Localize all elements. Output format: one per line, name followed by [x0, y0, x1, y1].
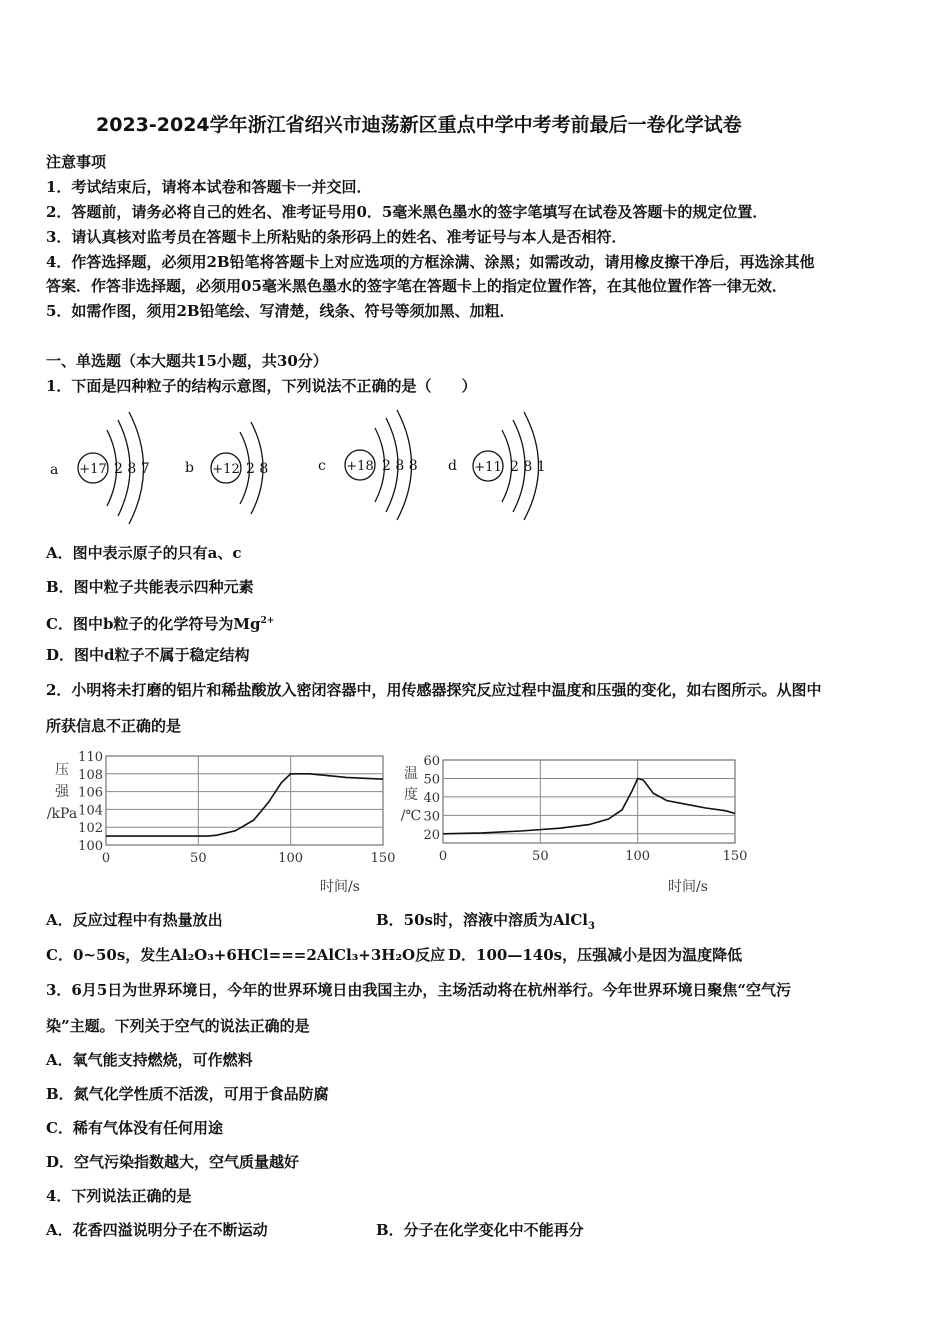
notice-item: 2．答题前，请务必将自己的姓名、准考证号用0．5毫米黑色墨水的签字笔填写在试卷及答题卡的规定位置．	[46, 203, 768, 221]
x-tick-label: 50	[190, 851, 207, 866]
q1-option-b: B．图中粒子共能表示四种元素	[46, 578, 254, 596]
y-tick-label: 20	[423, 827, 440, 843]
q4-option-b: B．分子在化学变化中不能再分	[376, 1221, 584, 1239]
subscript: 3	[587, 921, 595, 932]
q3-option-b: B．氮气化学性质不活泼，可用于食品防腐	[46, 1085, 329, 1103]
particle-label: b	[185, 460, 194, 476]
electron-shells: 2 8 7	[114, 461, 150, 477]
q2-option-a: A．反应过程中有热量放出	[46, 911, 223, 929]
y-tick-label: 108	[78, 767, 103, 783]
plot-frame	[106, 756, 383, 845]
q1-stem: 1．下面是四种粒子的结构示意图，下列说法不正确的是（ ）	[46, 377, 477, 395]
notice-item: 3．请认真核对监考员在答题卡上所粘贴的条形码上的姓名、准考证号与本人是否相符．	[46, 228, 627, 246]
nucleus-charge: +17	[79, 462, 107, 477]
q2-option-b	[376, 910, 595, 937]
q1-option-c-text: C．图中b粒子的化学符号为Mg	[46, 615, 261, 633]
q2-option-c: C．0~50s，发生Al₂O₃+6HCl===2AlCl₃+3H₂O反应	[46, 946, 446, 964]
q3-option-d: D．空气污染指数越大，空气质量越好	[46, 1153, 300, 1171]
q4-option-a: A．花香四溢说明分子在不断运动	[46, 1221, 268, 1239]
y-axis-label: 压	[55, 762, 69, 778]
y-tick-label: 40	[423, 790, 440, 806]
q2-option-b-text: B．50s时，溶液中溶质为AlCl	[376, 911, 588, 929]
charge-superscript: 2+	[260, 616, 275, 626]
particle-label: a	[50, 462, 59, 478]
page-title: 2023-2024学年浙江省绍兴市迪荡新区重点中学中考考前最后一卷化学试卷	[96, 114, 742, 136]
q1-option-a: A．图中表示原子的只有a、c	[46, 544, 242, 562]
y-axis-label: 强	[55, 784, 69, 800]
q3-stem-line1: 3．6月5日为世界环境日，今年的世界环境日由我国主办，主场活动将在杭州举行。今年世界环境日聚焦“空气污	[46, 981, 791, 999]
temperature-chart	[398, 750, 748, 900]
y-tick-label: 50	[423, 772, 440, 788]
notice-item: 5．如需作图，须用2B铅笔绘、写清楚，线条、符号等须加黑、加粗．	[46, 302, 515, 320]
q3-option-a: A．氧气能支持燃烧，可作燃料	[46, 1051, 253, 1069]
x-tick-label: 150	[722, 849, 748, 864]
nucleus-charge: +18	[346, 459, 374, 474]
y-axis-label: /℃	[400, 808, 422, 824]
plot-frame	[443, 760, 735, 843]
y-axis-label: /kPa	[46, 806, 78, 822]
electron-shells: 2 8	[246, 461, 269, 477]
y-tick-label: 30	[423, 809, 440, 825]
x-tick-label: 100	[278, 851, 304, 866]
section-heading: 一、单选题（本大题共15小题，共30分）	[46, 352, 328, 370]
x-tick-label: 0	[101, 851, 111, 866]
y-axis-label: 度	[404, 787, 418, 803]
x-tick-label: 150	[370, 851, 396, 866]
y-tick-label: 104	[78, 803, 103, 819]
q2-stem-line1: 2．小明将未打磨的铝片和稀盐酸放入密闭容器中，用传感器探究反应过程中温度和压强的变化，如右图所示。从图中	[46, 681, 822, 699]
pressure-chart	[40, 748, 400, 900]
notice-item: 答案．作答非选择题，必须用05毫米黑色墨水的签字笔在答题卡上的指定位置作答，在其他位置作答一律无效．	[46, 277, 787, 295]
particle-label: d	[448, 458, 457, 474]
notice-item: 4．作答选择题，必须用2B铅笔将答题卡上对应选项的方框涂满、涂黑；如需改动，请用橡皮擦干净后，再选涂其他	[46, 253, 815, 271]
y-tick-label: 110	[78, 750, 103, 765]
notice-heading: 注意事项	[46, 153, 107, 171]
q1-option-c	[46, 611, 274, 634]
electron-shells: 2 8 1	[510, 459, 546, 475]
y-tick-label: 100	[78, 839, 103, 854]
y-tick-label: 106	[78, 785, 103, 801]
q2-option-d: D．100—140s，压强减小是因为温度降低	[448, 946, 743, 964]
particle-label: c	[318, 458, 326, 474]
q4-stem: 4．下列说法正确的是	[46, 1187, 192, 1205]
q3-stem-line2: 染”主题。下列关于空气的说法正确的是	[46, 1017, 310, 1035]
y-tick-label: 60	[423, 754, 440, 769]
y-axis-label: 温	[404, 766, 418, 782]
nucleus-charge: +11	[474, 460, 502, 475]
x-axis-label: 时间/s	[668, 879, 708, 895]
atomic-structure-diagrams	[40, 408, 580, 526]
q1-option-d: D．图中d粒子不属于稳定结构	[46, 646, 250, 664]
q3-option-c: C．稀有气体没有任何用途	[46, 1119, 223, 1137]
electron-shells: 2 8 8	[382, 458, 418, 474]
x-tick-label: 0	[438, 849, 448, 864]
x-tick-label: 100	[625, 849, 651, 864]
y-tick-label: 102	[78, 821, 103, 837]
notice-item: 1．考试结束后，请将本试卷和答题卡一并交回．	[46, 178, 372, 196]
nucleus-charge: +12	[212, 462, 240, 477]
x-tick-label: 50	[532, 849, 549, 864]
series-line	[443, 778, 735, 833]
x-axis-label: 时间/s	[320, 879, 360, 895]
q2-stem-line2: 所获信息不正确的是	[46, 717, 182, 735]
